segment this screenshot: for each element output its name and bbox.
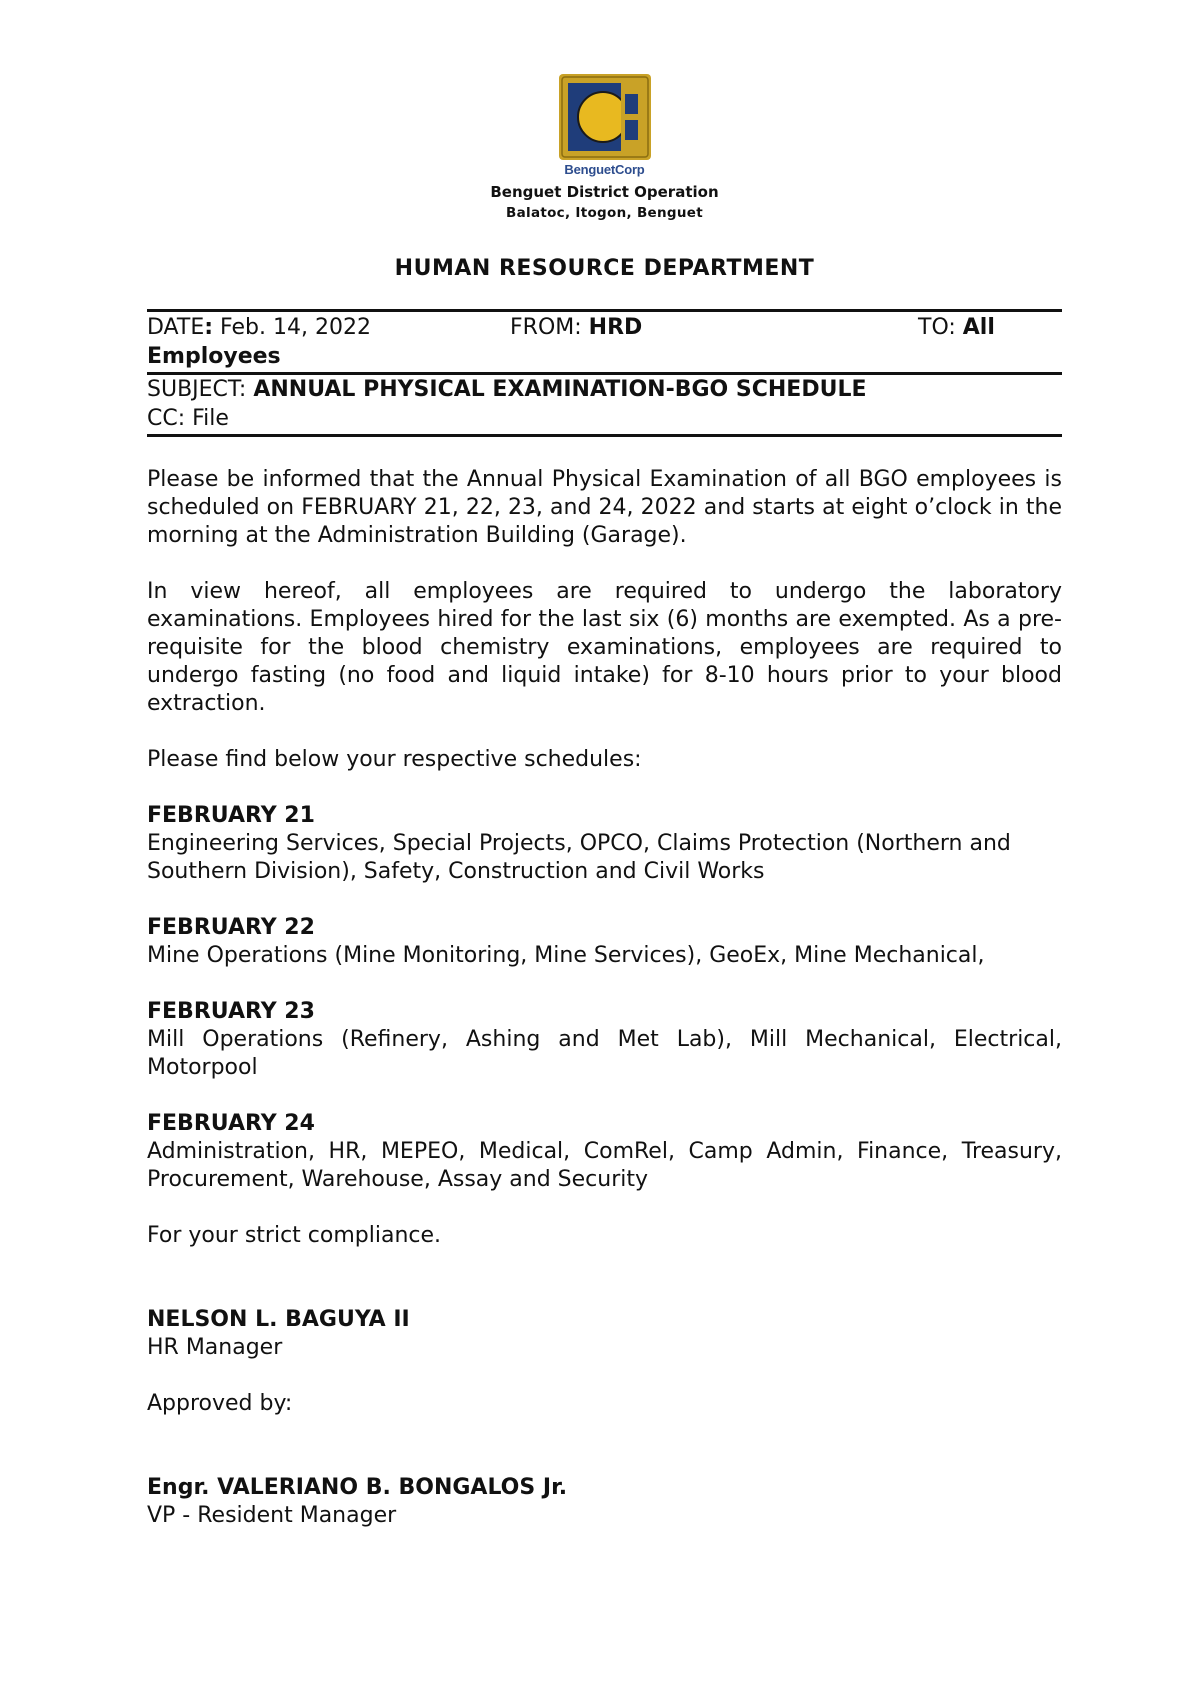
to-value: All: [962, 315, 995, 340]
org-address: Balatoc, Itogon, Benguet: [506, 205, 703, 221]
approver-name: Engr. VALERIANO B. BONGALOS Jr.: [147, 1475, 568, 1500]
memo-body: [147, 466, 1062, 1530]
schedule-groups: Mine Operations (Mine Monitoring, Mine Services), GeoEx, Mine Mechanical,: [147, 943, 985, 968]
schedule-item: [147, 998, 1062, 1082]
paragraph-announcement: Please be informed that the Annual Physical Examination of all BGO employees is scheduled on FEBRUARY 21, 22, 23, and 24, 2022 and starts at eight o’clock in the morning at the Administration Building (Garage).: [147, 467, 1062, 548]
subject-value: ANNUAL PHYSICAL EXAMINATION-BGO SCHEDULE: [253, 377, 867, 402]
memo-to: [918, 313, 995, 342]
date-colon: :: [204, 315, 214, 340]
department-title: HUMAN RESOURCE DEPARTMENT: [394, 256, 815, 281]
header-rule-top: [147, 309, 1062, 312]
schedule-groups: Administration, HR, MEPEO, Medical, ComRel, Camp Admin, Finance, Treasury, Procurement, Warehouse, Assay and Security: [147, 1139, 1062, 1192]
schedule-item: [147, 802, 1062, 886]
header-rule-bottom: [147, 434, 1062, 437]
memo-subject: [147, 375, 867, 404]
from-label: FROM:: [510, 315, 589, 340]
schedule-groups: Mill Operations (Refinery, Ashing and Met Lab), Mill Mechanical, Electrical, Motorpool: [147, 1027, 1062, 1080]
schedule-date: FEBRUARY 21: [147, 803, 315, 828]
schedule-date: FEBRUARY 23: [147, 999, 315, 1024]
paragraph-schedule-intro: Please find below your respective schedules:: [147, 747, 642, 772]
schedule-date: FEBRUARY 22: [147, 915, 315, 940]
date-label: DATE: [147, 315, 205, 340]
closing-line: For your strict compliance.: [147, 1223, 442, 1248]
brand-name: BenguetCorp: [564, 162, 645, 177]
schedule-date: FEBRUARY 24: [147, 1111, 315, 1136]
schedule-groups: Engineering Services, Special Projects, OPCO, Claims Protection (Northern and Southern Division), Safety, Construction and Civil Works: [147, 831, 1011, 884]
memo-from: [510, 313, 642, 342]
approver-title: VP - Resident Manager: [147, 1503, 397, 1528]
memo-page: [147, 0, 1062, 1698]
org-name: Benguet District Operation: [490, 183, 719, 201]
benguetcorp-logo-icon: [559, 74, 651, 160]
subject-label: SUBJECT:: [147, 377, 254, 402]
schedule-item: [147, 1110, 1062, 1194]
date-value: Feb. 14, 2022: [213, 315, 371, 340]
from-value: HRD: [588, 315, 643, 340]
to-label: TO:: [918, 315, 963, 340]
paragraph-requirements: In view hereof, all employees are required to undergo the laboratory examinations. Employees hired for the last six (6) months are exempted. As a pre-requisite for the blood chemistry examinations, employees are required to undergo fasting (no food and liquid intake) for 8-10 hours prior to your blood extraction.: [147, 579, 1062, 716]
approved-by-label: Approved by:: [147, 1391, 293, 1416]
to-value-continued: Employees: [147, 344, 281, 369]
signatory-name: NELSON L. BAGUYA II: [147, 1307, 410, 1332]
memo-date: [147, 313, 371, 342]
schedule-item: [147, 914, 1062, 970]
signatory-title: HR Manager: [147, 1335, 283, 1360]
memo-cc: CC: File: [147, 406, 229, 431]
memo-to-continued: [147, 342, 281, 371]
